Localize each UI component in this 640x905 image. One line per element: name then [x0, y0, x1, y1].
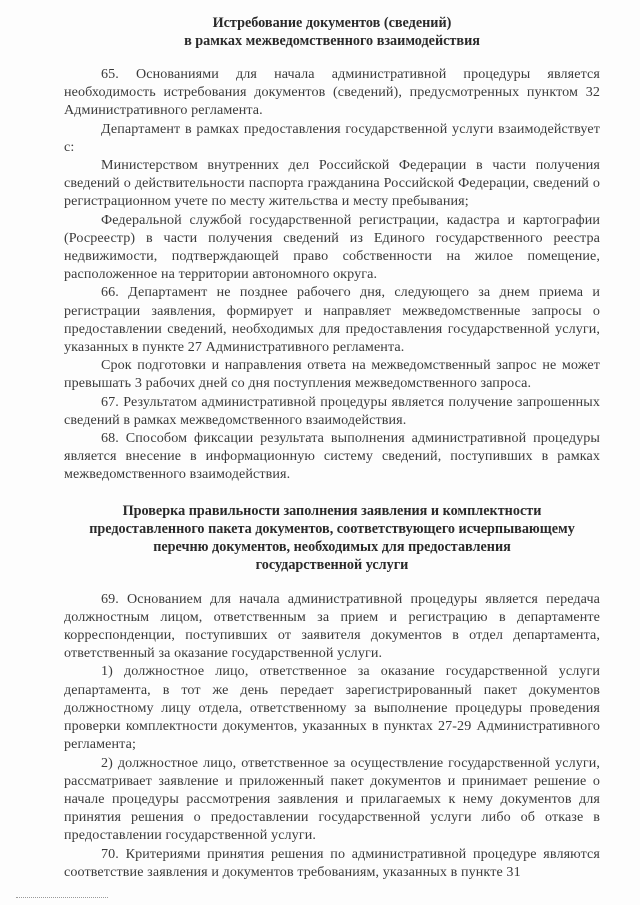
paragraph-67: 67. Результатом административной процедуры является получение запрошенных сведений в рамках межведомственного взаимодействия. [64, 393, 600, 428]
heading-line: Проверка правильности заполнения заявления и комплектности [122, 502, 542, 519]
paragraph-mvd: Министерством внутренних дел Российской Федерации в части получения сведений о действительности паспорта гражданина Российской Федерации, сведений о регистрационном учете по месту жительства и месту пребывания; [64, 157, 600, 210]
paragraph-response-term: Срок подготовки и направления ответа на межведомственный запрос не может превышать 3 рабочих дней со дня поступления межведомственного запроса. [64, 357, 600, 392]
section-heading-interagency [64, 14, 600, 50]
paragraph-69: 69. Основанием для начала административной процедуры является передача должностным лицом, ответственным за прием и регистрацию в департаменте корреспонденции, поступивших от заявителя документов в отдел департамента, ответственный за оказание государственной услуги. [64, 590, 600, 662]
paragraph-70: 70. Критериями принятия решения по административной процедуре являются соответствие заявления и документов требованиям, указанных в пункте 31 [64, 845, 600, 880]
section-heading-verification [64, 502, 600, 574]
heading-line: государственной услуги [255, 556, 409, 573]
document-body [64, 14, 600, 881]
paragraph-item-2: 2) должностное лицо, ответственное за осуществление государственной услуги, рассматривает заявление и приложенный пакет документов и принимает решение о начале процедуры рассмотрения заявления и прилагаемых к нему документов для принятия решения о предоставлении государственной услуги либо об отказе в предоставлении государственной услуги. [64, 754, 600, 844]
paragraph-interaction-intro: Департамент в рамках предоставления государственной услуги взаимодействует с: [64, 120, 600, 155]
paragraph-65: 65. Основаниями для начала административной процедуры является необходимость истребования документов (сведений), предусмотренных пунктом 32 Административного регламента. [64, 66, 600, 119]
paragraph-68: 68. Способом фиксации результата выполнения административной процедуры является внесение в информационную систему сведений, поступивших в рамках межведомственного взаимодействия. [64, 430, 600, 483]
paragraph-item-1: 1) должностное лицо, ответственное за оказание государственной услуги департамента, в тот же день передает зарегистрированный пакет документов должностному лицу отдела, ответственному за выполнение процедуры проведения проверки комплектности документов, указанных в пунктах 27-29 Административного регламента; [64, 663, 600, 753]
footer-divider [16, 897, 108, 898]
heading-line: Истребование документов (сведений) [212, 15, 452, 31]
paragraph-rosreestr: Федеральной службой государственной регистрации, кадастра и картографии (Росреестр) в части получения сведений из Единого государственного реестра недвижимости, подтверждающей право собственности на жилое помещение, расположенное на территории автономного округа. [64, 211, 600, 283]
paragraph-66: 66. Департамент не позднее рабочего дня, следующего за днем приема и регистрации заявления, формирует и направляет межведомственные запросы о предоставлении сведений, необходимых для предоставления государственной услуги, указанных в пункте 27 Административного регламента. [64, 284, 600, 356]
heading-line: перечню документов, необходимых для предоставления [153, 538, 511, 555]
heading-line: в рамках межведомственного взаимодействия [184, 33, 480, 49]
heading-line: предоставленного пакета документов, соответствующего исчерпывающему [89, 520, 575, 537]
